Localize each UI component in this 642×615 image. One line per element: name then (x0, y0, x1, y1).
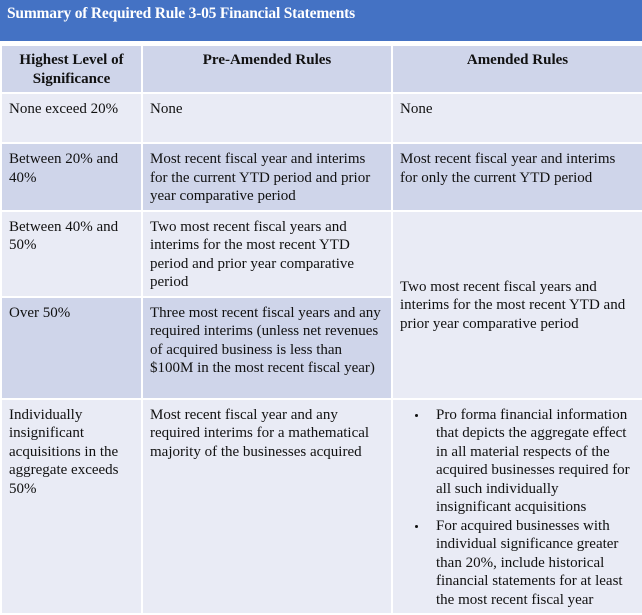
pre-amended-cell: Most recent fiscal year and any required interims for a mathematical majority of the businesses acquired (142, 399, 392, 615)
amended-cell-merged: Two most recent fiscal years and interims for the most recent YTD and prior year comparative period (392, 211, 642, 399)
table-row (1, 399, 642, 615)
table-header-row (1, 45, 642, 93)
pre-amended-cell: Three most recent fiscal years and any required interims (unless net revenues of acquired business is less than $100M in the most recent fiscal year) (142, 297, 392, 399)
bullet-item: • Pro forma financial information that depicts the aggregate effect in all material respects of the acquired businesses required for all such individually insignificant acquisitions (428, 406, 635, 517)
significance-cell: Between 40% and 50% (1, 211, 142, 297)
amended-cell: Most recent fiscal year and interims for only the current YTD period (392, 143, 642, 211)
amended-cell: None (392, 93, 642, 143)
rule-3-05-summary-table (0, 44, 642, 615)
significance-cell: Over 50% (1, 297, 142, 399)
significance-cell: Between 20% and 40% (1, 143, 142, 211)
column-header-amended: Amended Rules (392, 45, 642, 93)
table-row (1, 211, 642, 297)
column-header-pre-amended: Pre-Amended Rules (142, 45, 392, 93)
column-header-significance: Highest Level of Significance (1, 45, 142, 93)
table-row (1, 93, 642, 143)
significance-cell: Individually insignificant acquisitions in the aggregate exceeds 50% (1, 399, 142, 615)
pre-amended-cell: None (142, 93, 392, 143)
pre-amended-cell: Two most recent fiscal years and interims for the most recent YTD period and prior year comparative period (142, 211, 392, 297)
pre-amended-cell: Most recent fiscal year and interims for the current YTD period and prior year comparative period (142, 143, 392, 211)
significance-cell: None exceed 20% (1, 93, 142, 143)
bullet-item: • For acquired businesses with individual significance greater than 20%, include historical financial statements for at least the most recent fiscal year (428, 517, 635, 610)
amended-bullet-list (400, 406, 635, 610)
amended-cell (392, 399, 642, 615)
title-band (0, 0, 642, 41)
table-row (1, 143, 642, 211)
document-title: Summary of Required Rule 3-05 Financial Statements (7, 5, 355, 22)
